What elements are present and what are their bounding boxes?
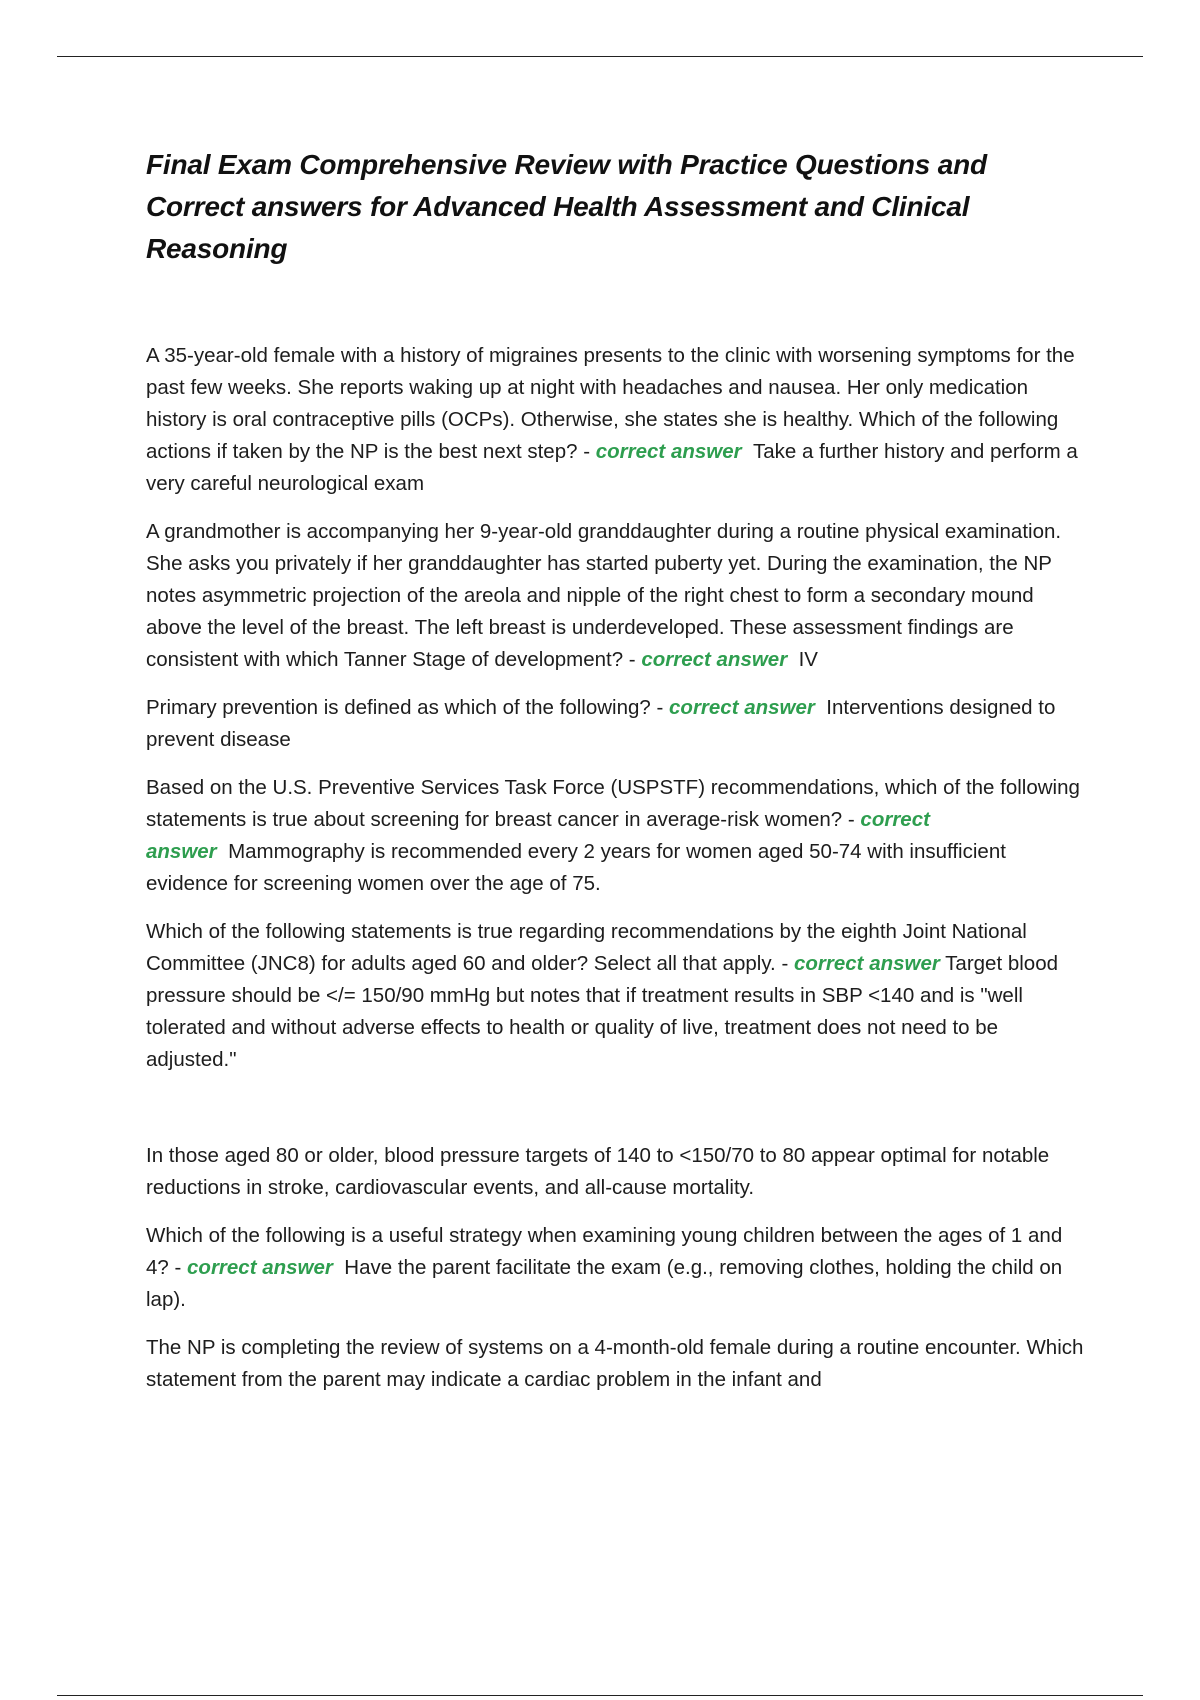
qa-item: [146, 516, 1086, 676]
answer-text: Mammography is recommended every 2 years for women aged 50-74 with insufficient evidence for screening women over the age of 75.: [146, 840, 1006, 895]
answer-text: Have the parent facilitate the exam (e.g., removing clothes, holding the child on lap).: [146, 1256, 1063, 1311]
document-body: [146, 144, 1086, 1412]
answer-text: Take a further history and perform a very careful neurological exam: [146, 440, 1078, 495]
question-text: A grandmother is accompanying her 9-year-old granddaughter during a routine physical examination. She asks you privately if her granddaughter has started puberty yet. During the examination, the NP notes asymmetric projection of the areola and nipple of the right chest to form a secondary mound above the level of the breast. The left breast is underdeveloped. These assessment findings are consistent with which Tanner Stage of development?: [146, 520, 1062, 671]
answer-text: IV: [798, 648, 818, 671]
answer-text: Interventions designed to prevent disease: [146, 696, 1056, 751]
answer-separator: -: [168, 1256, 188, 1279]
correct-answer-label: correct answer: [669, 696, 815, 719]
answer-separator: -: [775, 952, 794, 975]
answer-continuation: In those aged 80 or older, blood pressure targets of 140 to <150/70 to 80 appear optimal for notable reductions in stroke, cardiovascular events, and all-cause mortality.: [146, 1144, 1050, 1199]
correct-answer-label: correct answer: [641, 648, 788, 671]
header-rule: [57, 56, 1143, 57]
qa-item: [146, 692, 1086, 756]
paragraph-gap: [146, 1092, 1086, 1140]
question-text: Primary prevention is defined as which of the following?: [146, 696, 651, 719]
question-text: Which of the following is a useful strategy when examining young children between the ages of 1 and 4?: [146, 1224, 1063, 1279]
answer-separator: -: [842, 808, 861, 831]
qa-item-truncated: The NP is completing the review of systems on a 4-month-old female during a routine encounter. Which statement from the parent may indicate a cardiac problem in the infant and: [146, 1336, 1084, 1391]
correct-answer-label: correct answer: [793, 952, 940, 975]
qa-item: [146, 1220, 1086, 1316]
qa-item: [146, 772, 1086, 900]
correct-answer-label: correct answer: [595, 440, 742, 463]
answer-text: Target blood pressure should be </= 150/90 mmHg but notes that if treatment results in SBP <140 and is "well tolerated and without adverse effects to health or quality of live, treatment does not need to be adjusted.": [146, 952, 1059, 1071]
answer-separator: -: [623, 648, 642, 671]
answer-separator: -: [577, 440, 596, 463]
document-title: Final Exam Comprehensive Review with Practice Questions and Correct answers for Advanced Health Assessment and Clinical Reasoning: [146, 149, 987, 264]
question-text: Which of the following statements is true regarding recommendations by the eighth Joint National Committee (JNC8) for adults aged 60 and older? Select all that apply.: [146, 920, 1027, 975]
qa-item: [146, 340, 1086, 500]
correct-answer-label: correct answer: [146, 808, 930, 863]
qa-item: [146, 916, 1086, 1076]
question-text: A 35-year-old female with a history of migraines presents to the clinic with worsening symptoms for the past few weeks. She reports waking up at night with headaches and nausea. Her only medication history is oral contraceptive pills (OCPs). Otherwise, she states she is healthy. Which of the following actions if taken by the NP is the best next step?: [146, 344, 1075, 463]
answer-separator: -: [650, 696, 670, 719]
footer-rule: [57, 1695, 1143, 1696]
question-text: Based on the U.S. Preventive Services Task Force (USPSTF) recommendations, which of the following statements is true about screening for breast cancer in average-risk women?: [146, 776, 1080, 831]
correct-answer-label: correct answer: [187, 1256, 333, 1279]
